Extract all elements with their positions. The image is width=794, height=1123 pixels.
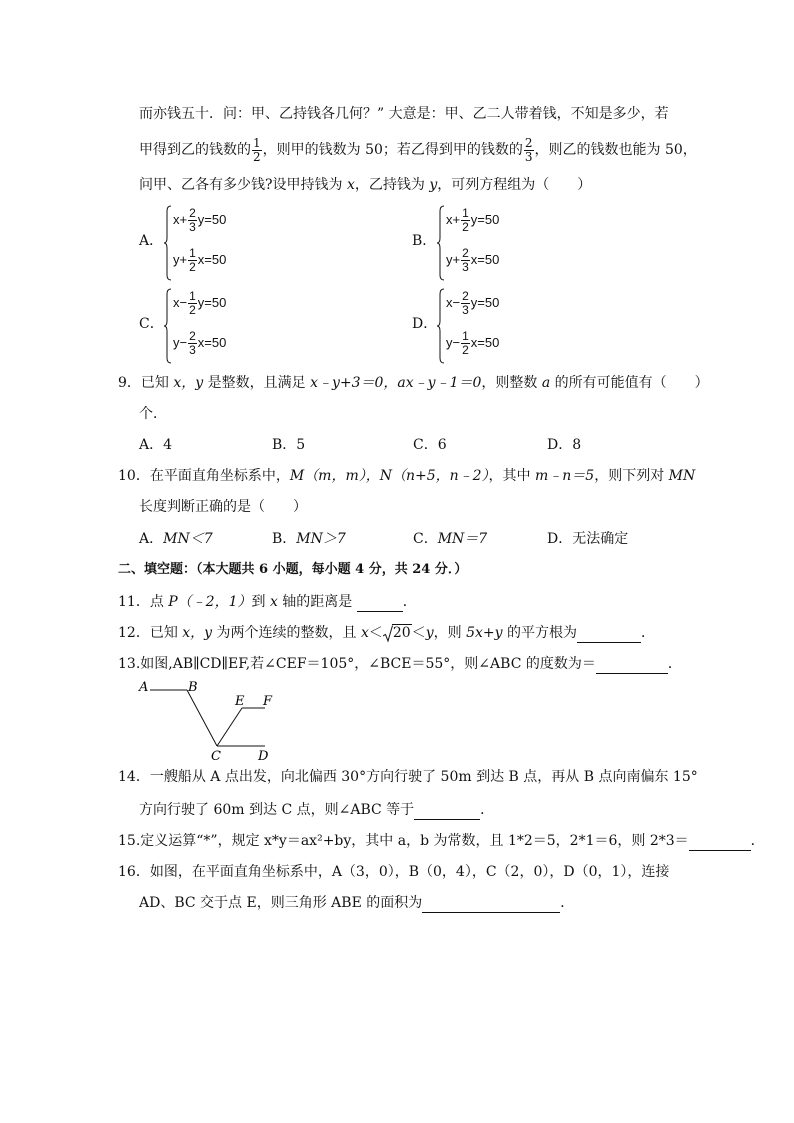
fraction: $\frac{1}{2}$ — [462, 206, 469, 234]
fraction-half: $\frac{1}{2}$ — [253, 135, 261, 164]
q8-option-d[interactable] — [412, 288, 562, 364]
q10-option-a[interactable]: A．MN＜7 — [139, 531, 213, 547]
q8-option-b[interactable] — [412, 205, 562, 281]
q11: 11．点 P（﹣2，1）到 x 轴的距离是 ． — [118, 594, 417, 610]
fraction: $\frac{1}{2}$ — [189, 246, 196, 274]
q15-answer-blank[interactable] — [689, 836, 751, 851]
q13: 13.如图,AB∥CD∥EF,若∠CEF＝105°，∠BCE＝55°，则∠ABC 的度数为＝ ． — [118, 656, 682, 672]
equation-2: y+ $\frac{1}{2}$ x=50 — [173, 246, 227, 274]
q14-line-2: 方向行驶了 60m 到达 C 点，则∠ABC 等于 ． — [139, 802, 495, 818]
fraction: $\frac{2}{3}$ — [462, 289, 469, 317]
equation-system — [163, 288, 283, 364]
parallel-lines-figure — [135, 676, 285, 766]
q9-line-1: 9．已知 x，y 是整数，且满足 x﹣y+3＝0，ax﹣y﹣1＝0，则整数 a 的所有可能值有（ ） — [118, 375, 709, 391]
q10-option-b[interactable]: B．MN＞7 — [272, 531, 346, 547]
label-f: F — [263, 694, 273, 709]
q12: 12．已知 x，y 为两个连续的整数，且 x＜ 20＜y，则 5x+y 的平方根为 ． — [118, 625, 655, 641]
q10-line-1: 10．在平面直角坐标系中，M（m，m），N（n+5，n﹣2），其中 m﹣n＝5，则下列对 MN — [118, 468, 696, 484]
q9-option-a[interactable]: A．4 — [139, 437, 173, 453]
q8-line-2: 甲得到乙的钱数的 $\frac{1}{2}$ ，则甲的钱数为 50；若乙得到甲的钱数的 $\frac{2}{3}$ ，则乙的钱数也能为 50， — [139, 135, 697, 164]
line-bc — [187, 690, 217, 746]
option-label: D． — [412, 316, 438, 332]
option-label: A． — [139, 233, 164, 249]
q14-line-1: 14．一艘船从 A 点出发，向北偏西 30°方向行驶了 50m 到达 B 点，再从 B 点向南偏东 15° — [118, 769, 698, 785]
label-d: D — [258, 749, 269, 764]
q10-option-d[interactable]: D．无法确定 — [547, 531, 629, 547]
q11-answer-blank[interactable] — [357, 597, 403, 612]
label-e: E — [235, 694, 245, 709]
q9-option-d[interactable]: D．8 — [547, 437, 582, 453]
equation-system — [436, 288, 556, 364]
left-brace-icon — [436, 288, 446, 364]
q9-option-c[interactable]: C．6 — [413, 437, 447, 453]
option-label: B． — [412, 233, 437, 249]
equation-1: x− $\frac{1}{2}$ y=50 — [173, 289, 227, 317]
option-label: C． — [139, 316, 164, 332]
left-brace-icon — [163, 205, 173, 281]
equation-2: y− $\frac{2}{3}$ x=50 — [173, 329, 227, 357]
equation-1: x+ $\frac{2}{3}$ y=50 — [173, 206, 227, 234]
fraction: $\frac{2}{3}$ — [189, 206, 196, 234]
q10-line-2: 长度判断正确的是（ ） — [139, 499, 307, 515]
equation-system — [163, 205, 283, 281]
q8-option-a[interactable] — [139, 205, 289, 281]
fraction: $\frac{2}{3}$ — [462, 246, 469, 274]
fraction: $\frac{1}{2}$ — [462, 329, 469, 357]
q14-answer-blank[interactable] — [414, 805, 480, 820]
q9-option-b[interactable]: B．5 — [272, 437, 306, 453]
label-c: C — [211, 749, 221, 764]
sqrt-20: 20 — [383, 623, 412, 643]
left-brace-icon — [436, 205, 446, 281]
label-a: A — [139, 680, 149, 695]
q8-option-c[interactable] — [139, 288, 289, 364]
label-b: B — [188, 680, 198, 695]
q16-line-1: 16．如图，在平面直角坐标系中，A（3，0），B（0，4），C（2，0），D（0，1），连接 — [118, 864, 670, 880]
q16-line-2: AD、BC 交于点 E，则三角形 ABE 的面积为 ． — [139, 895, 575, 911]
equation-1: x− $\frac{2}{3}$ y=50 — [446, 289, 500, 317]
equation-2: y+ $\frac{2}{3}$ x=50 — [446, 246, 500, 274]
section-heading: 二、填空题：（本大题共 6 小题，每小题 4 分，共 24 分．） — [118, 562, 468, 577]
q16-answer-blank[interactable] — [422, 898, 560, 913]
fraction: $\frac{2}{3}$ — [189, 329, 196, 357]
q15: 15.定义运算“*”，规定 x*y＝ax²+by，其中 a，b 为常数，且 1*2＝5，2*1＝6，则 2*3＝ ． — [118, 833, 765, 849]
equation-2: y− $\frac{1}{2}$ x=50 — [446, 329, 500, 357]
line-ce — [217, 708, 242, 746]
fraction-two-thirds: $\frac{2}{3}$ — [524, 135, 533, 164]
q13-answer-blank[interactable] — [596, 659, 668, 674]
q12-answer-blank[interactable] — [577, 628, 641, 643]
q8-line-1: 而亦钱五十．问：甲、乙持钱各几何？” 大意是：甲、乙二人带着钱，不知是多少，若 — [139, 106, 669, 122]
left-brace-icon — [163, 288, 173, 364]
equation-1: x+ $\frac{1}{2}$ y=50 — [446, 206, 500, 234]
q10-option-c[interactable]: C．MN＝7 — [413, 531, 488, 547]
q9-line-2: 个． — [139, 406, 167, 422]
fraction: $\frac{1}{2}$ — [189, 289, 196, 317]
equation-system — [436, 205, 556, 281]
q8-line-3: 问甲、乙各有多少钱?设甲持钱为 x，乙持钱为 y，可列方程组为（ ） — [139, 177, 592, 193]
